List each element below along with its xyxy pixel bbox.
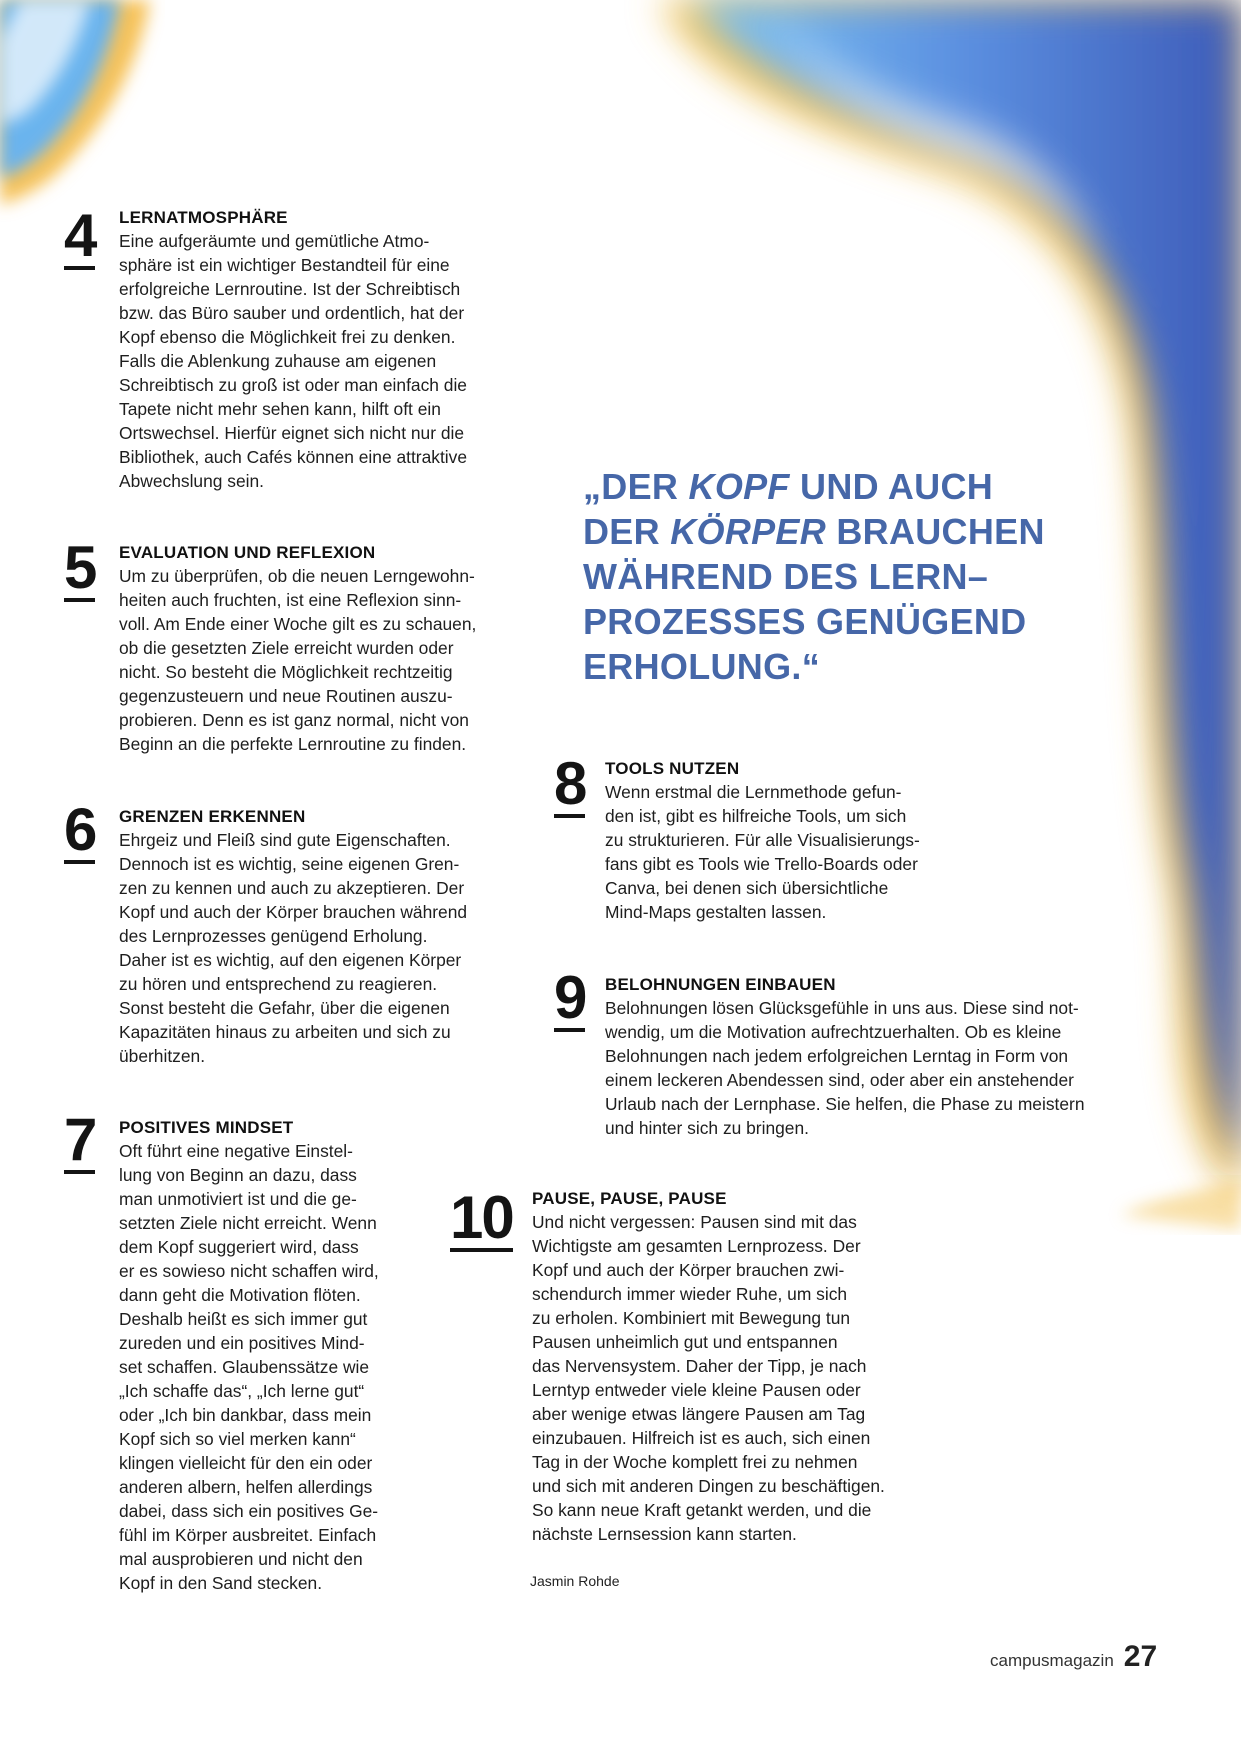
section-heading: GRENZEN ERKENNEN: [119, 807, 306, 826]
section-number: 8: [554, 750, 586, 817]
section-heading: PAUSE, PAUSE, PAUSE: [532, 1189, 727, 1208]
page-number: 27: [1123, 1640, 1158, 1673]
magazine-name: campusmagazin: [990, 1651, 1114, 1670]
section-number: 5: [64, 534, 96, 601]
section-body: Eine aufgeräumte und gemütliche Atmo- sphäre ist ein wichtiger Bestandteil für eine erfolgreiche Lernroutine. Ist der Schreibtisch bzw. das Büro sauber und ordentlich, hat der Kopf ebenso die Möglichkeit frei zu denken. Falls die Ablenkung zuhause am eigenen Schreibtisch zu groß ist oder man einfach die Tapete nicht mehr sehen kann, hilft oft ein Ortswechsel. Hierfür eignet sich nicht nur die Bibliothek, auch Cafés können eine attraktive Abwechslung sein.: [119, 231, 468, 491]
quote-emphasis-1: KOPF: [688, 466, 790, 507]
author-name: Jasmin Rohde: [530, 1573, 620, 1589]
pull-quote: [583, 464, 1063, 689]
section-heading: TOOLS NUTZEN: [605, 759, 740, 778]
section-body: Wenn erstmal die Lernmethode gefun- den ist, gibt es hilfreiche Tools, um sich zu strukturieren. Für alle Visualisierungs- fans gibt es Tools wie Trello-Boards oder Canva, bei denen sich übersichtliche Mind-Maps gestalten lassen.: [605, 782, 920, 922]
section-heading: LERNATMOSPHÄRE: [119, 208, 288, 227]
page-footer: [990, 1640, 1157, 1674]
quote-part-2: UND AUCH DER: [583, 466, 994, 552]
section-body: Ehrgeiz und Fleiß sind gute Eigenschaften. Dennoch ist es wichtig, seine eigenen Gren- zen zu kennen und auch zu akzeptieren. Der Kopf und auch der Körper brauchen während des Lernprozesses genügend Erholung. Daher ist es wichtig, auf den eigenen Körper zu hören und entsprechend zu reagieren. Sonst besteht die Gefahr, über die eigenen Kapazitäten hinaus zu arbeiten und sich zu überhitzen.: [119, 830, 468, 1066]
section-heading: EVALUATION UND REFLEXION: [119, 543, 376, 562]
section-number: 7: [64, 1106, 96, 1173]
section-body: Oft führt eine negative Einstel- lung von Beginn an dazu, dass man unmotiviert ist und die ge- setzten Ziele nicht erreicht. Wenn dem Kopf suggeriert wird, dass er es sowieso nicht schaffen wird, dann geht die Motivation flöten. Deshalb heißt es sich immer gut zureden und ein positives Mind- set schaffen. Glaubenssätze wie „Ich schaffe das“, „Ich lerne gut“ oder „Ich bin dankbar, dass mein Kopf sich so viel merken kann“ klingen vielleicht für den ein oder anderen albern, helfen allerdings dabei, dass sich ein positives Ge- fühl im Körper ausbreitet. Einfach mal ausprobieren und nicht den Kopf in den Sand stecken.: [119, 1141, 379, 1593]
section-body: Um zu überprüfen, ob die neuen Lerngewohn- heiten auch fruchten, ist eine Reflexion sinn- voll. Am Ende einer Woche gilt es zu schauen, ob die gesetzten Ziele erreicht wurden oder nicht. So besteht die Möglichkeit rechtzeitig gegenzusteuern und neue Routinen auszu- probieren. Denn es ist ganz normal, nicht von Beginn an die perfekte Lernroutine zu finden.: [119, 566, 477, 754]
section-number: 4: [64, 202, 96, 269]
section-body: Und nicht vergessen: Pausen sind mit das Wichtigste am gesamten Lernprozess. Der Kopf und auch der Körper brauchen zwi- schendurch immer wieder Ruhe, um sich zu erholen. Kombiniert mit Bewegung tun Pausen unheimlich gut und entspannen das Nervensystem. Daher der Tipp, je nach Lerntyp entweder viele kleine Pausen oder aber wenige etwas längere Pausen am Tag einzubauen. Hilfreich ist es auch, sich einen Tag in der Woche komplett frei zu nehmen und sich mit anderen Dingen zu beschäftigen. So kann neue Kraft getankt werden, und die nächste Lernsession kann starten.: [532, 1212, 885, 1544]
quote-part-3: BRAUCHEN WÄHREND DES LERN– PROZESSES GENÜGEND ERHOLUNG.“: [583, 511, 1045, 687]
section-heading: POSITIVES MINDSET: [119, 1118, 294, 1137]
quote-emphasis-2: KÖRPER: [670, 511, 827, 552]
section-number: 9: [554, 964, 586, 1031]
quote-part-1: „DER: [583, 466, 689, 507]
section-heading: BELOHNUNGEN EINBAUEN: [605, 975, 836, 994]
section-number: 6: [64, 796, 96, 863]
section-number: 10: [450, 1184, 513, 1251]
section-body: Belohnungen lösen Glücksgefühle in uns aus. Diese sind not- wendig, um die Motivation aufrechtzuerhalten. Ob es kleine Belohnungen nach jedem erfolgreichen Lerntag in Form von einem leckeren Abendessen sind, oder aber ein anstehender Urlaub nach der Lernphase. Sie helfen, die Phase zu meistern und hinter sich zu bringen.: [605, 998, 1085, 1138]
